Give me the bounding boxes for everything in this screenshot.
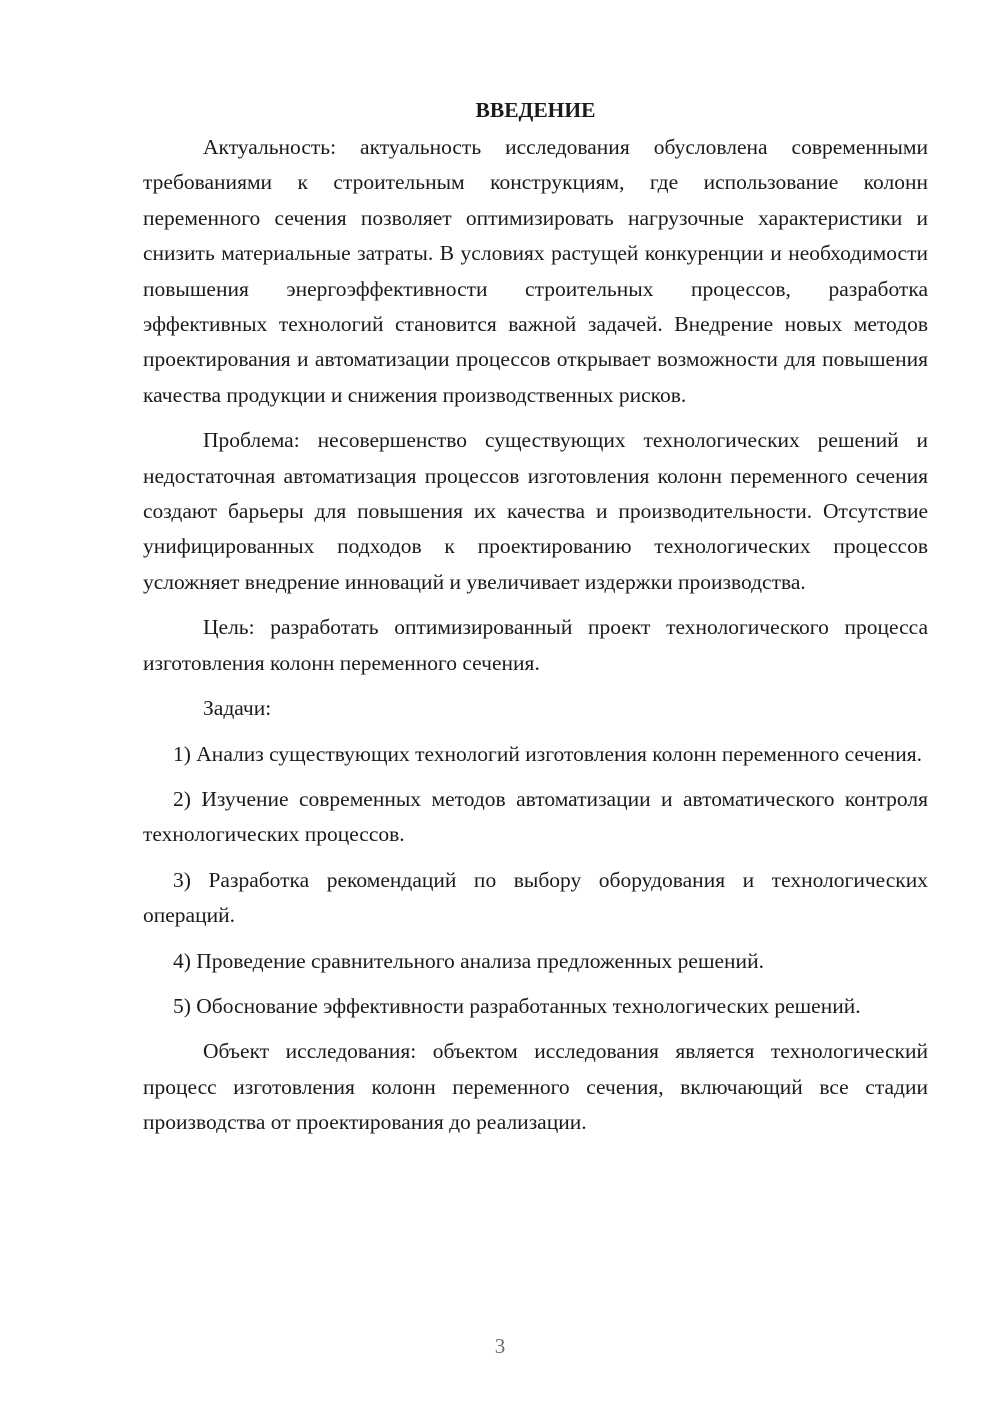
task-item-1: 1) Анализ существующих технологий изготовления колонн переменного сечения. bbox=[173, 741, 923, 766]
section-title: ВВЕДЕНИЕ bbox=[475, 98, 596, 122]
page-number: 3 bbox=[494, 1334, 506, 1358]
tasks-heading: Задачи: bbox=[203, 696, 272, 721]
paragraph-goal: Цель: разработать оптимизированный проект технологического процесса изготовления колонн переменного сечения. bbox=[143, 615, 928, 675]
paragraph-object: Объект исследования: объектом исследования является технологический процесс изготовления колонн переменного сечения, включающий все стадии производства от проектирования до реализации. bbox=[143, 1039, 928, 1135]
paragraph-relevance: Актуальность: актуальность исследования обусловлена современными требованиями к строительным конструкциям, где использование колонн переменного сечения позволяет оптимизировать нагрузочные характеристики и снизить материальные затраты. В условиях растущей конкуренции и необходимости повышения энергоэффективности строительных процессов, разработка эффективных технологий становится важной задачей. Внедрение новых методов проектирования и автоматизации процессов открывает возможности для повышения качества продукции и снижения производственных рисков. bbox=[143, 135, 928, 407]
task-item-5: 5) Обоснование эффективности разработанных технологических решений. bbox=[173, 993, 861, 1018]
task-item-2: 2) Изучение современных методов автоматизации и автоматического контроля технологических процессов. bbox=[143, 786, 928, 847]
paragraph-problem: Проблема: несовершенство существующих технологических решений и недостаточная автоматизация процессов изготовления колонн переменного сечения создают барьеры для повышения их качества и производительности. Отсутствие унифицированных подходов к проектированию технологических процессов усложняет внедрение инноваций и увеличивает издержки производства. bbox=[143, 428, 928, 594]
document-page bbox=[143, 92, 928, 1141]
task-item-4: 4) Проведение сравнительного анализа предложенных решений. bbox=[173, 948, 764, 973]
task-item-3: 3) Разработка рекомендаций по выбору оборудования и технологических операций. bbox=[143, 867, 928, 928]
